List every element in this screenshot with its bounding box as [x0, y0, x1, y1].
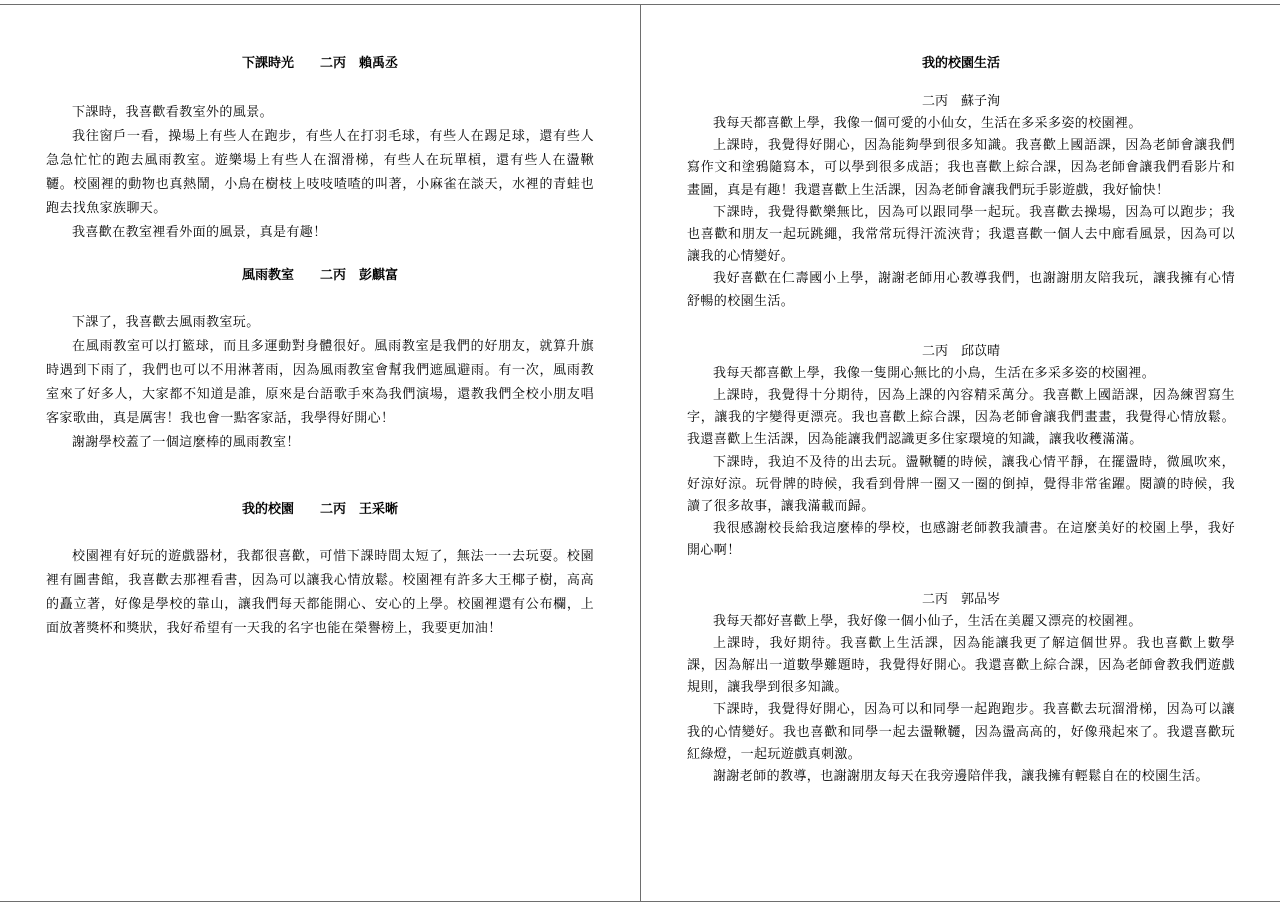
essay-paragraph: 下課時，我迫不及待的出去玩。盪鞦韆的時候，讓我心情平靜，在擺盪時，微風吹來，好涼好涼。玩骨牌的時候，我看到骨牌一圈又一圈的倒掉，覺得非常雀躍。閱讀的時候，我讀了很多故事，讓我滿載而歸。 — [687, 454, 1235, 515]
essay-paragraph: 下課了，我喜歡去風雨教室玩。 — [72, 315, 260, 330]
essay-paragraph: 下課時，我覺得歡樂無比，因為可以跟同學一起玩。我喜歡去操場，因為可以跑步；我也喜歡和朋友一起玩跳繩，我常常玩得汗流浹背；我還喜歡一個人去中廊看風景，因為可以讓我的心情變好。 — [687, 204, 1235, 265]
right-page — [640, 4, 1280, 902]
essay-paragraph: 在風雨教室可以打籃球，而且多運動對身體很好。風雨教室是我們的好朋友，就算升旗時遇到下雨了，我們也可以不用淋著雨，因為風雨教室會幫我們遮風避雨。有一次，風雨教室來了好多人，大家都不知道是誰，原來是台語歌手來為我們演場，還教我們全校小朋友唱客家歌曲，真是厲害！我也會一點客家話，我學得好開心！ — [46, 339, 594, 426]
essay-paragraph: 校園裡有好玩的遊戲器材，我都很喜歡，可惜下課時間太短了，無法一一去玩耍。校園裡有圖書館，我喜歡去那裡看書，因為可以讓我心情放鬆。校園裡有許多大王椰子樹，高高的矗立著，好像是學校的靠山，讓我們每天都能開心、安心的上學。校園裡還有公布欄，上面放著獎杯和獎狀，我好希望有一天我的名字也能在榮譽榜上，我要更加油！ — [46, 549, 594, 636]
essay-paragraph: 我好喜歡在仁壽國小上學，謝謝老師用心教導我們，也謝謝朋友陪我玩，讓我擁有心情舒暢的校園生活。 — [687, 271, 1235, 309]
essay-paragraph: 我每天都喜歡上學，我像一個可愛的小仙女，生活在多采多姿的校園裡。 — [713, 116, 1142, 131]
essay-paragraph: 謝謝學校蓋了一個這麼棒的風雨教室！ — [72, 435, 300, 450]
right-column — [687, 53, 1235, 788]
essay-paragraph: 我喜歡在教室裡看外面的風景，真是有趣！ — [72, 225, 327, 240]
essay-paragraph: 謝謝老師的教導，也謝謝朋友每天在我旁邊陪伴我，讓我擁有輕鬆自在的校園生活。 — [713, 769, 1209, 785]
essay-title: 下課時光 二丙 賴禹丞 — [241, 56, 398, 71]
essay-paragraph: 我每天都好喜歡上學，我好像一個小仙子，生活在美麗又漂亮的校園裡。 — [713, 613, 1142, 629]
left-column — [46, 53, 594, 641]
essay-author: 二丙 邱苡晴 — [921, 343, 1000, 359]
page-title: 我的校園生活 — [921, 56, 1000, 71]
left-page — [0, 4, 641, 902]
essay-paragraph: 我很感謝校長給我這麼棒的學校，也感謝老師教我讀書。在這麼美好的校園上學，我好開心啊！ — [687, 521, 1235, 559]
essay-paragraph: 上課時，我覺得十分期待，因為上課的內容精采萬分。我喜歡上國語課，因為練習寫生字，讓我的字變得更漂亮。我也喜歡上綜合課，因為老師會讓我們畫畫，我覺得心情放鬆。我還喜歡上生活課，因為能讓我們認識更多住家環境的知識，讓我收穫滿滿。 — [687, 388, 1235, 448]
essay-paragraph: 我往窗戶一看，操場上有些人在跑步，有些人在打羽毛球，有些人在踢足球，還有些人急急忙忙的跑去風雨教室。遊樂場上有些人在溜滑梯，有些人在玩單槓，還有些人在盪鞦韆。校園裡的動物也真熱鬧，小鳥在樹枝上吱吱喳喳的叫著，小麻雀在談天，水裡的青蛙也跑去找魚家族聊天。 — [46, 129, 594, 216]
essay-paragraph: 上課時，我覺得好開心，因為能夠學到很多知識。我喜歡上國語課，因為老師會讓我們寫作文和塗鴉隨寫本，可以學到很多成語；我也喜歡上綜合課，因為老師會讓我們看影片和畫圖，真是有趣！我還喜歡上生活課，因為老師會讓我們玩手影遊戲，我好愉快！ — [687, 138, 1235, 198]
essay-3 — [46, 499, 594, 641]
essay-title: 我的校園 二丙 王采晰 — [241, 502, 398, 517]
essay-2 — [46, 265, 594, 455]
essay-paragraph: 我每天都喜歡上學，我像一隻開心無比的小鳥，生活在多采多姿的校園裡。 — [713, 365, 1156, 381]
essay-2 — [687, 341, 1235, 563]
essay-paragraph: 下課時，我喜歡看教室外的風景。 — [72, 105, 274, 120]
essay-1 — [687, 91, 1235, 313]
essay-1 — [46, 53, 594, 245]
essay-title: 風雨教室 二丙 彭麒富 — [241, 268, 398, 283]
essay-author: 二丙 蘇子洵 — [921, 94, 1000, 109]
essay-paragraph: 下課時，我覺得好開心，因為可以和同學一起跑跑步。我喜歡去玩溜滑梯，因為可以讓我的心情變好。我也喜歡和同學一起去盪鞦韆，因為盪高高的，好像飛起來了。我還喜歡玩紅綠燈，一起玩遊戲真刺激。 — [687, 702, 1235, 762]
essay-3 — [687, 589, 1235, 789]
essay-paragraph: 上課時，我好期待。我喜歡上生活課，因為能讓我更了解這個世界。我也喜歡上數學課，因為解出一道數學難題時，我覺得好開心。我還喜歡上綜合課，因為老師會教我們遊戲規則，讓我學到很多知識。 — [687, 635, 1235, 696]
essay-author: 二丙 郭品岑 — [921, 591, 1000, 607]
